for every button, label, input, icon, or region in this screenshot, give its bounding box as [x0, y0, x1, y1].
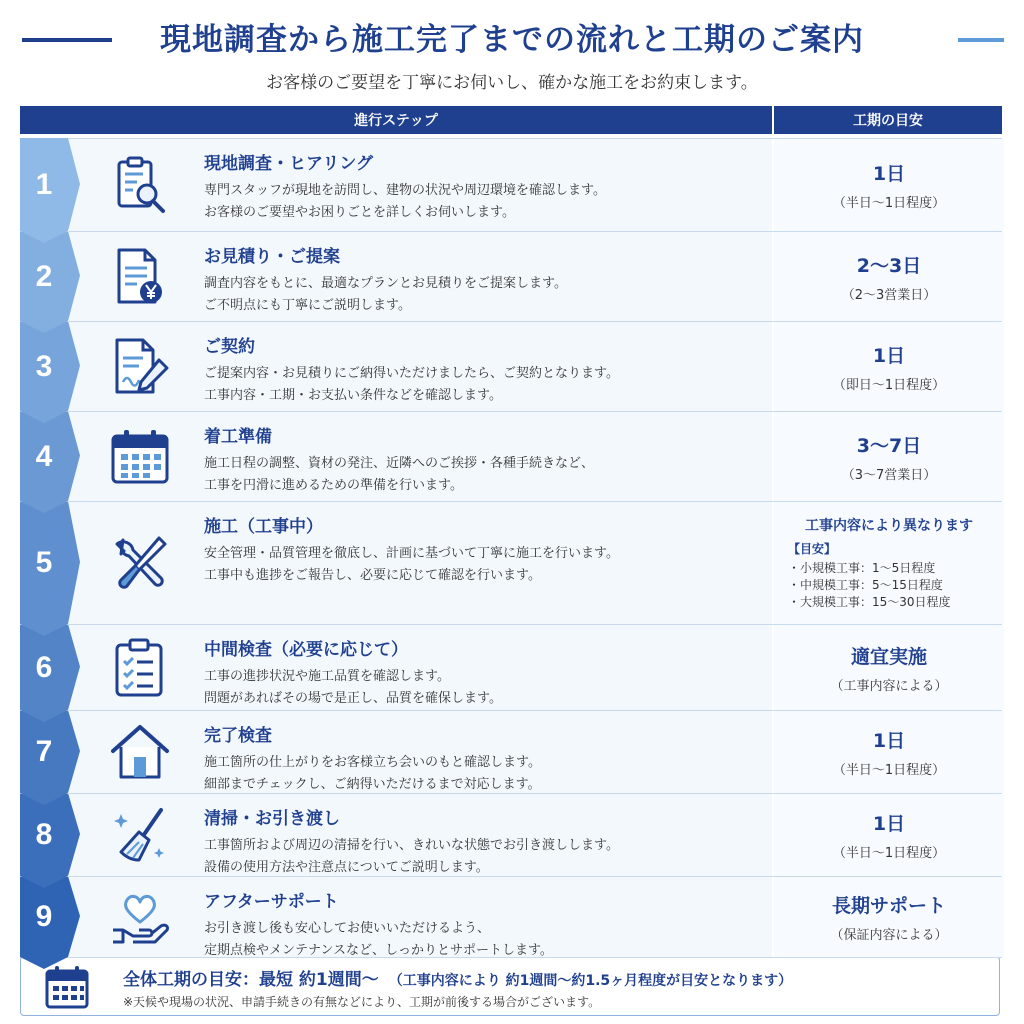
duration-value: 3〜7日	[856, 434, 922, 457]
page-subtitle: お客様のご要望を丁寧にお伺いし、確かな施工をお約束します。	[266, 73, 758, 93]
step-content	[200, 625, 772, 710]
broom-sparkle-icon	[109, 804, 171, 866]
step-description-line: 安全管理・品質管理を徹底し、計画に基づいて丁寧に施工を行います。	[204, 546, 619, 561]
step-duration	[772, 139, 1004, 231]
step-number-chevron	[20, 625, 80, 710]
duration-value: 1日	[872, 344, 906, 367]
step-duration	[772, 502, 1004, 624]
step-number: 8	[35, 818, 53, 851]
contract-pen-icon	[109, 336, 171, 398]
title-decor-line-right	[958, 38, 1004, 42]
step-duration	[772, 794, 1004, 876]
step-number: 9	[35, 900, 53, 933]
step-title: 施工（工事中）	[204, 517, 323, 537]
step-number: 3	[35, 349, 53, 383]
step-duration	[772, 711, 1004, 793]
step-description-line: 設備の使用方法や注意点についてご説明します。	[204, 860, 489, 875]
estimate-yen-icon	[109, 246, 171, 308]
clipboard-search-icon	[109, 154, 171, 216]
total-duration-detail: （工事内容により 約1週間〜約1.5ヶ月程度が目安となります）	[388, 973, 793, 989]
step-icon-cell	[80, 625, 200, 710]
column-header-steps: 進行ステップ	[20, 106, 772, 134]
step-title: ご契約	[204, 337, 255, 357]
step-content	[200, 711, 772, 793]
step-row	[20, 232, 1002, 322]
step-title: お見積り・ご提案	[204, 247, 340, 267]
step-description-line: 定期点検やメンテナンスなど、しっかりとサポートします。	[204, 943, 553, 958]
house-icon	[109, 721, 171, 783]
duration-value: 2〜3日	[856, 254, 922, 277]
step-icon-cell	[80, 139, 200, 231]
step-row	[20, 502, 1002, 625]
step-description-line: 問題があればその場で是正し、品質を確保します。	[204, 691, 502, 706]
step-description-line: 専門スタッフが現地を訪問し、建物の状況や周辺環境を確認します。	[204, 183, 606, 198]
step-number-chevron	[20, 711, 80, 793]
table-header	[20, 106, 1002, 134]
duration-guide-item: ・中規模工事：5〜15日程度	[788, 578, 943, 592]
duration-detail: （保証内容による）	[830, 928, 948, 943]
step-description-line: お引き渡し後も安心してお使いいただけるよう、	[204, 921, 491, 936]
step-number: 2	[35, 259, 53, 293]
step-duration	[772, 625, 1004, 710]
step-description-line: 調査内容をもとに、最適なプランとお見積りをご提案します。	[204, 276, 567, 291]
column-header-duration: 工期の目安	[774, 106, 1002, 134]
heart-hand-icon	[109, 886, 171, 948]
duration-detail: （工事内容による）	[830, 678, 948, 694]
step-description-line: ご提案内容・お見積りにご納得いただけましたら、ご契約となります。	[204, 366, 619, 381]
step-description-line: 工事の進捗状況や施工品質を確認します。	[204, 669, 450, 684]
step-icon-cell	[80, 322, 200, 411]
duration-value: 長期サポート	[831, 895, 946, 917]
step-duration	[772, 322, 1004, 411]
step-title: 着工準備	[204, 427, 272, 447]
step-description-line: 施工箇所の仕上がりをお客様立ち会いのもと確認します。	[204, 755, 541, 770]
step-row	[20, 625, 1002, 711]
step-number: 7	[35, 735, 53, 768]
step-description-line: 細部までチェックし、ご納得いただけるまで対応します。	[204, 777, 541, 792]
step-description-line: 施工日程の調整、資材の発注、近隣へのご挨拶・各種手続きなど、	[204, 456, 595, 471]
step-title: 中間検査（必要に応じて）	[204, 640, 408, 660]
step-row	[20, 711, 1002, 794]
duration-detail: （2〜3営業日）	[841, 287, 937, 303]
page-title: 現地調査から施工完了までの流れと工期のご案内	[160, 22, 864, 58]
step-number-chevron	[20, 232, 80, 321]
step-number-chevron	[20, 877, 80, 957]
step-duration	[772, 412, 1004, 501]
duration-value: 1日	[872, 813, 906, 835]
step-number-chevron	[20, 139, 80, 231]
step-icon-cell	[80, 502, 200, 624]
step-row	[20, 412, 1002, 502]
step-icon-cell	[80, 794, 200, 876]
checklist-icon	[109, 637, 171, 699]
duration-guide-item: ・大規模工事：15〜30日程度	[788, 595, 951, 609]
step-row	[20, 138, 1002, 232]
step-content	[200, 794, 772, 876]
step-content	[200, 502, 772, 624]
step-content	[200, 232, 772, 321]
duration-value: 1日	[872, 163, 906, 185]
total-duration-box	[20, 956, 1000, 1016]
step-title: 清掃・お引き渡し	[204, 809, 340, 829]
duration-detail: （半日〜1日程度）	[832, 196, 946, 211]
duration-guide-label: 【目安】	[788, 542, 837, 556]
duration-value: 適宜実施	[850, 645, 927, 668]
step-title: 現地調査・ヒアリング	[204, 154, 373, 174]
steps-table	[20, 138, 1002, 958]
step-content	[200, 412, 772, 501]
total-duration-note: ※天候や現場の状況、申請手続きの有無などにより、工期が前後する場合がございます。	[123, 995, 601, 1009]
step-duration	[772, 232, 1004, 321]
duration-value: 1日	[872, 730, 906, 752]
step-icon-cell	[80, 412, 200, 501]
step-icon-cell	[80, 232, 200, 321]
step-number: 5	[35, 546, 53, 579]
duration-guide	[774, 541, 951, 611]
step-number-chevron	[20, 322, 80, 411]
step-title: アフターサポート	[204, 892, 339, 912]
step-number: 4	[35, 439, 53, 473]
duration-varies: 工事内容により異なります	[805, 518, 973, 534]
duration-detail: （半日〜1日程度）	[832, 846, 946, 861]
step-row	[20, 877, 1002, 958]
step-number: 6	[35, 650, 53, 684]
step-description-line: 工事中も進捗をご報告し、必要に応じて確認を行います。	[204, 568, 541, 583]
duration-detail: （半日〜1日程度）	[832, 763, 946, 778]
step-description-line: 工事を円滑に進めるための準備を行います。	[204, 478, 463, 493]
step-content	[200, 877, 772, 957]
duration-guide-item: ・小規模工事：1〜5日程度	[788, 561, 936, 575]
step-description-line: 工事内容・工期・お支払い条件などを確認します。	[204, 388, 502, 403]
step-description-line: 工事箇所および周辺の清掃を行い、きれいな状態でお引き渡しします。	[204, 838, 619, 853]
step-description-line: ご不明点にも丁寧にご説明します。	[204, 298, 411, 313]
page-header	[0, 0, 1024, 100]
total-duration-main: 全体工期の目安：最短 約1週間〜	[123, 970, 379, 990]
step-number-chevron	[20, 412, 80, 501]
step-description-line: お客様のご要望やお困りごとを詳しくお伺いします。	[204, 205, 515, 220]
calendar-icon	[43, 963, 91, 1011]
step-icon-cell	[80, 711, 200, 793]
step-number-chevron	[20, 794, 80, 876]
step-title: 完了検査	[204, 726, 272, 746]
step-row	[20, 322, 1002, 412]
step-duration	[772, 877, 1004, 957]
calendar-icon	[109, 426, 171, 488]
tools-icon	[109, 532, 171, 594]
step-number: 1	[35, 168, 53, 201]
step-row	[20, 794, 1002, 877]
duration-detail: （3〜7営業日）	[841, 467, 937, 483]
duration-detail: （即日〜1日程度）	[832, 377, 946, 393]
step-number-chevron	[20, 502, 80, 624]
step-icon-cell	[80, 877, 200, 957]
step-content	[200, 139, 772, 231]
step-content	[200, 322, 772, 411]
